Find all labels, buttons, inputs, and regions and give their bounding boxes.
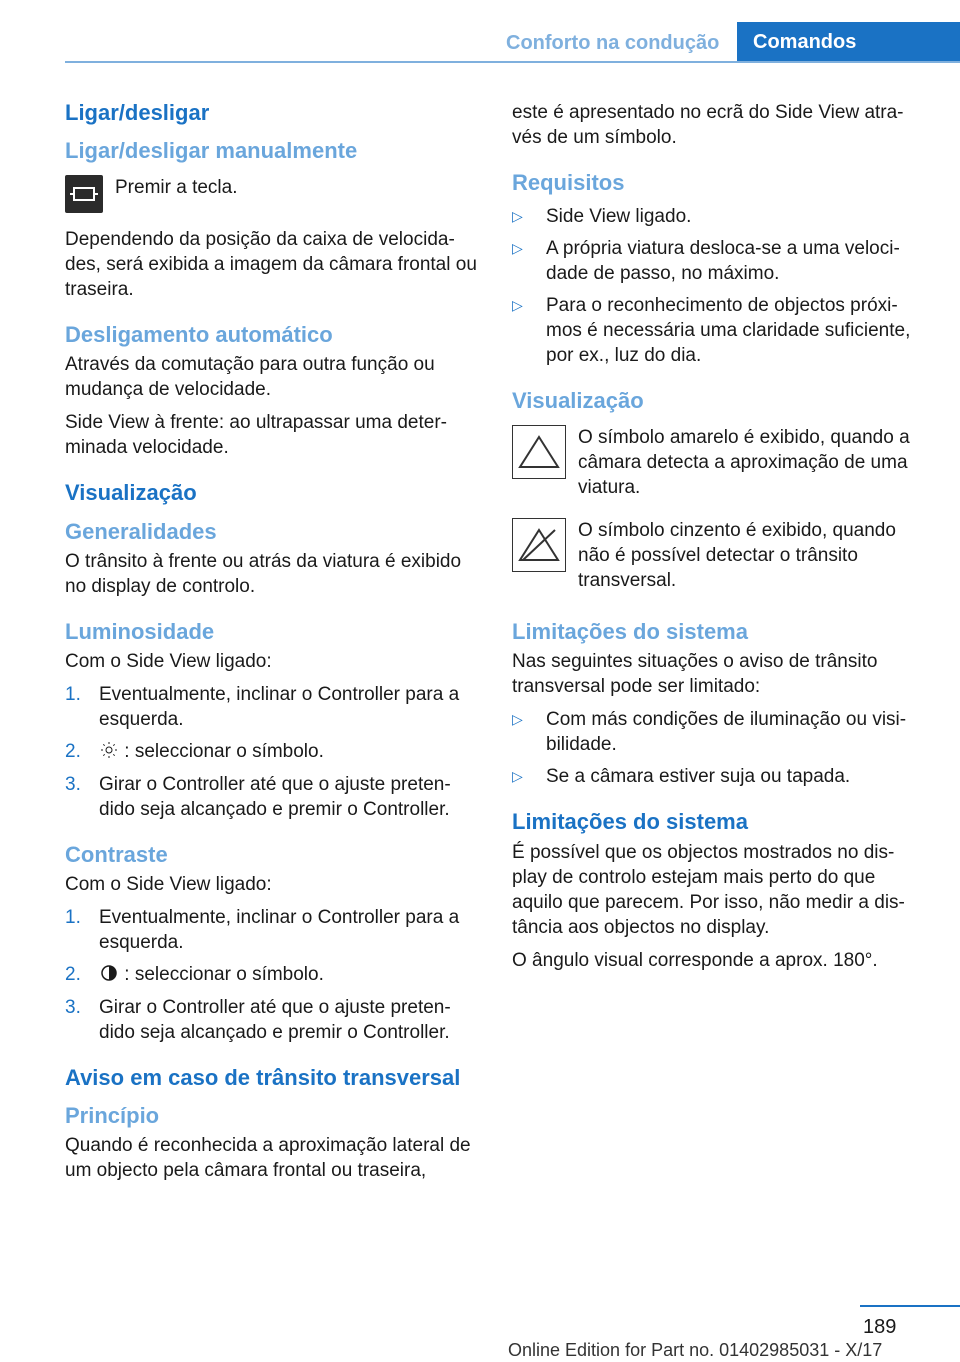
list-item: 3. Girar o Controller até que o ajuste preten-dido seja alcançado e premir o Controller. bbox=[65, 773, 451, 820]
header-rule bbox=[65, 61, 960, 63]
heading-desligamento-automatico: Desligamento automático bbox=[65, 321, 333, 347]
paragraph-atraves: Através da comutação para outra função ou mudança de velocidade. bbox=[65, 354, 435, 401]
press-key-row bbox=[65, 175, 480, 213]
footer-rule bbox=[860, 1305, 960, 1307]
list-item: 2. : seleccionar o símbolo. bbox=[65, 739, 480, 764]
paragraph-side-view-frente: Side View à frente: ao ultrapassar uma deter-minada velocidade. bbox=[65, 412, 447, 459]
limitacoes-list bbox=[512, 707, 927, 789]
header-section-title: Conforto na condução bbox=[506, 32, 720, 54]
list-item: 2. : seleccionar o símbolo. bbox=[65, 962, 480, 987]
symbol-grey-text: O símbolo cinzento é exibido, quando não é possível detectar o trânsito transversal. bbox=[578, 519, 896, 591]
left-column bbox=[65, 100, 480, 1191]
symbol-grey-row bbox=[512, 518, 927, 593]
list-item: ▷ Com más condições de iluminação ou visi-bilidade. bbox=[512, 709, 907, 756]
warning-triangle-crossed-icon bbox=[512, 518, 566, 572]
paragraph-este: este é apresentado no ecrã do Side View atra-vés de um símbolo. bbox=[512, 102, 904, 148]
contraste-steps bbox=[65, 905, 480, 1044]
paragraph-com-side-view-2: Com o Side View ligado: bbox=[65, 874, 272, 896]
footer-edition: Online Edition for Part no. 01402985031 - X/17 bbox=[508, 1340, 883, 1360]
luminosidade-steps bbox=[65, 682, 480, 821]
paragraph-quando: Quando é reconhecida a aproximação lateral de um objecto pela câmara frontal ou traseira, bbox=[65, 1135, 471, 1182]
requisitos-list bbox=[512, 204, 927, 368]
heading-contraste: Contraste bbox=[65, 841, 168, 867]
list-item: 1. Eventualmente, inclinar o Controller para a esquerda. bbox=[65, 684, 460, 731]
brightness-icon bbox=[99, 740, 119, 765]
bullet-triangle-icon: ▷ bbox=[512, 768, 523, 785]
bullet-triangle-icon: ▷ bbox=[512, 711, 523, 728]
list-item: 1. Eventualmente, inclinar o Controller para a esquerda. bbox=[65, 907, 460, 954]
heading-aviso-transito: Aviso em caso de trânsito transversal bbox=[65, 1064, 461, 1090]
contrast-icon bbox=[99, 963, 119, 988]
heading-principio: Princípio bbox=[65, 1103, 160, 1129]
right-column bbox=[512, 100, 927, 981]
page-number: 189 bbox=[863, 1316, 897, 1338]
heading-visualizacao: Visualização bbox=[65, 480, 197, 506]
bullet-triangle-icon: ▷ bbox=[512, 297, 523, 314]
header-chapter-tab: Comandos bbox=[737, 22, 960, 63]
list-item: ▷ Side View ligado. bbox=[512, 206, 692, 228]
heading-visualizacao-right: Visualização bbox=[512, 388, 644, 414]
paragraph-angulo: O ângulo visual corresponde a aprox. 180°. bbox=[512, 949, 878, 971]
symbol-yellow-text: O símbolo amarelo é exibido, quando a câmara detecta a aproximação de uma viatura. bbox=[578, 426, 910, 498]
warning-triangle-icon bbox=[512, 425, 566, 479]
side-view-key-icon bbox=[65, 175, 103, 213]
heading-limitacoes-1: Limitações do sistema bbox=[512, 618, 748, 644]
list-item: 3. Girar o Controller até que o ajuste preten-dido seja alcançado e premir o Controller. bbox=[65, 996, 451, 1043]
bullet-triangle-icon: ▷ bbox=[512, 208, 523, 225]
paragraph-possivel: É possível que os objectos mostrados no dis-play de controlo estejam mais perto do que aquilo que parecem. Por isso, não medir a dis-tância aos objectos no display. bbox=[512, 841, 905, 938]
heading-generalidades: Generalidades bbox=[65, 518, 217, 544]
paragraph-transito: O trânsito à frente ou atrás da viatura é exibido no display de controlo. bbox=[65, 550, 462, 597]
heading-ligar-manual: Ligar/desligar manualmente bbox=[65, 138, 358, 164]
symbol-yellow-row bbox=[512, 425, 927, 500]
heading-ligar-desligar: Ligar/desligar bbox=[65, 100, 210, 125]
paragraph-com-side-view-1: Com o Side View ligado: bbox=[65, 651, 272, 673]
paragraph-dependendo: Dependendo da posição da caixa de velocida-des, será exibida a imagem da câmara frontal ou traseira. bbox=[65, 228, 477, 300]
heading-luminosidade: Luminosidade bbox=[65, 618, 215, 644]
paragraph-nas-seguintes: Nas seguintes situações o aviso de trânsito transversal pode ser limitado: bbox=[512, 651, 878, 698]
press-key-text: Premir a tecla. bbox=[115, 176, 238, 198]
heading-limitacoes-2: Limitações do sistema bbox=[512, 809, 748, 835]
list-item: ▷ Para o reconhecimento de objectos próxi-mos é necessária uma claridade suficiente, por ex., luz do dia. bbox=[512, 295, 911, 367]
list-item: ▷ Se a câmara estiver suja ou tapada. bbox=[512, 766, 851, 788]
bullet-triangle-icon: ▷ bbox=[512, 240, 523, 257]
heading-requisitos: Requisitos bbox=[512, 170, 625, 195]
list-item: ▷ A própria viatura desloca-se a uma veloci-dade de passo, no máximo. bbox=[512, 238, 900, 285]
